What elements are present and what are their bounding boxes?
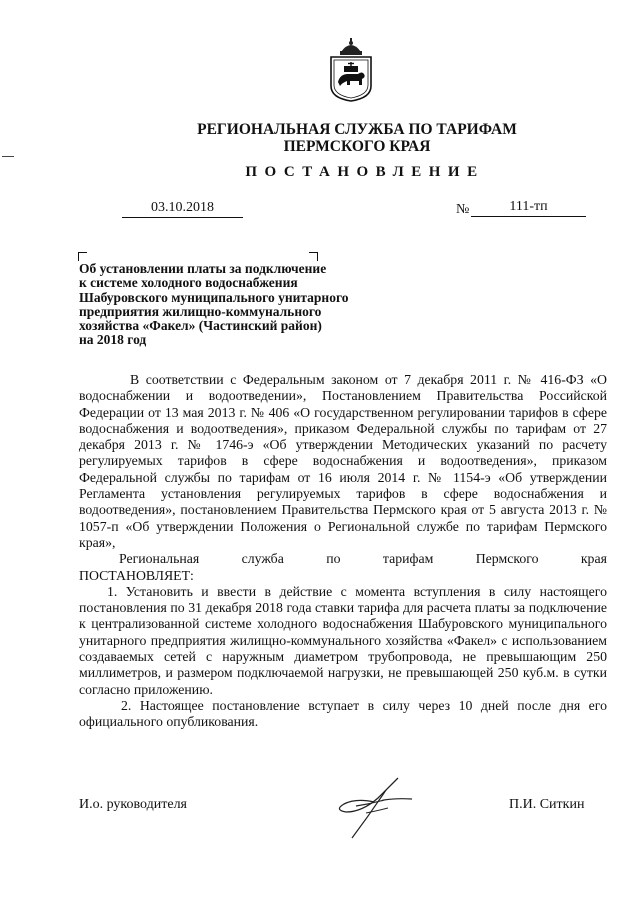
agency-name-line2: ПЕРМСКОГО КРАЯ bbox=[283, 138, 431, 155]
subject-bracket-left bbox=[78, 252, 87, 261]
subject-line: хозяйства «Факел» (Частинский район) bbox=[79, 318, 322, 334]
coat-of-arms-icon bbox=[328, 38, 374, 102]
point-2-paragraph: 2. Настоящее постановление вступает в силу через 10 дней после дня его официального опубликования. bbox=[79, 697, 607, 730]
document-type-text: ПОСТАНОВЛЕНИЕ bbox=[245, 164, 485, 180]
preamble-paragraph: В соответствии с Федеральным законом от 7 декабря 2011 г. № 416-ФЗ «О водоснабжении и водоотведении», Постановлением Правительства Российской Федерации от 13 мая 2013 г. № 406 «О государственном регулировании тарифов в сфере водоснабжения и водоотведения», приказом Федеральной службы по тарифам от 27 декабря 2013 г. № 1746-э «Об утверждении Методических указаний по расчету регулируемых тарифов в сфере водоснабжения и водоотведения», приказом Федеральной службы по тарифам от 16 июля 2014 г. № 1154-э «Об утверждении Регламента установления регулируемых тарифов в сфере водоснабжения и водоотведения», постановлением Правительства Пермского края от 5 августа 2013 г. № 1057-п «Об утверждении Положения о Региональной службе по тарифам Пермского края», bbox=[79, 372, 607, 550]
decree-word: по bbox=[326, 551, 341, 567]
decree-word: служба bbox=[241, 551, 284, 567]
subject-line: Об установлении платы за подключение bbox=[79, 261, 327, 276]
handwritten-signature bbox=[326, 768, 416, 840]
decree-word: Пермского bbox=[475, 551, 539, 567]
decree-word: Региональная bbox=[119, 551, 200, 567]
subject-line: предприятия жилищно-коммунального bbox=[79, 303, 322, 319]
subject-line: на 2018 год bbox=[79, 332, 147, 348]
decree-word: края bbox=[580, 551, 607, 567]
signatory-position: И.о. руководителя bbox=[79, 797, 188, 812]
margin-mark bbox=[2, 156, 14, 157]
document-number: 111-тп bbox=[471, 199, 586, 217]
document-body bbox=[79, 372, 607, 731]
subject-line: к системе холодного водоснабжения bbox=[79, 275, 298, 291]
decree-word: тарифам bbox=[382, 551, 434, 567]
decree-subject-line bbox=[79, 551, 607, 567]
subject-line: Шабуровского муниципального унитарного bbox=[79, 289, 349, 305]
decree-verb: ПОСТАНОВЛЯЕТ: bbox=[79, 567, 194, 583]
document-subject bbox=[79, 262, 409, 348]
agency-name-line1: РЕГИОНАЛЬНАЯ СЛУЖБА ПО ТАРИФАМ bbox=[197, 121, 517, 138]
signatory-name: П.И. Ситкин bbox=[509, 797, 585, 812]
agency-name bbox=[0, 121, 640, 155]
point-1-paragraph: 1. Установить и ввести в действие с момента вступления в силу настоящего постановления по 31 декабря 2018 года ставки тарифа для расчета платы за подключение к централизованной системе холодного водоснабжения Шабуровского муниципального унитарного предприятия жилищно-коммунального хозяйства «Факел» с использованием создаваемых сетей с наружным диаметром трубопровода, не превышающим 250 миллиметров, и размером подключаемой нагрузки, не превышающей 250 куб.м. в сутки согласно приложению. bbox=[79, 583, 607, 697]
document-date: 03.10.2018 bbox=[122, 200, 243, 218]
document-number-label: № bbox=[456, 202, 470, 217]
subject-bracket-right bbox=[309, 252, 318, 261]
document-type bbox=[0, 164, 640, 181]
